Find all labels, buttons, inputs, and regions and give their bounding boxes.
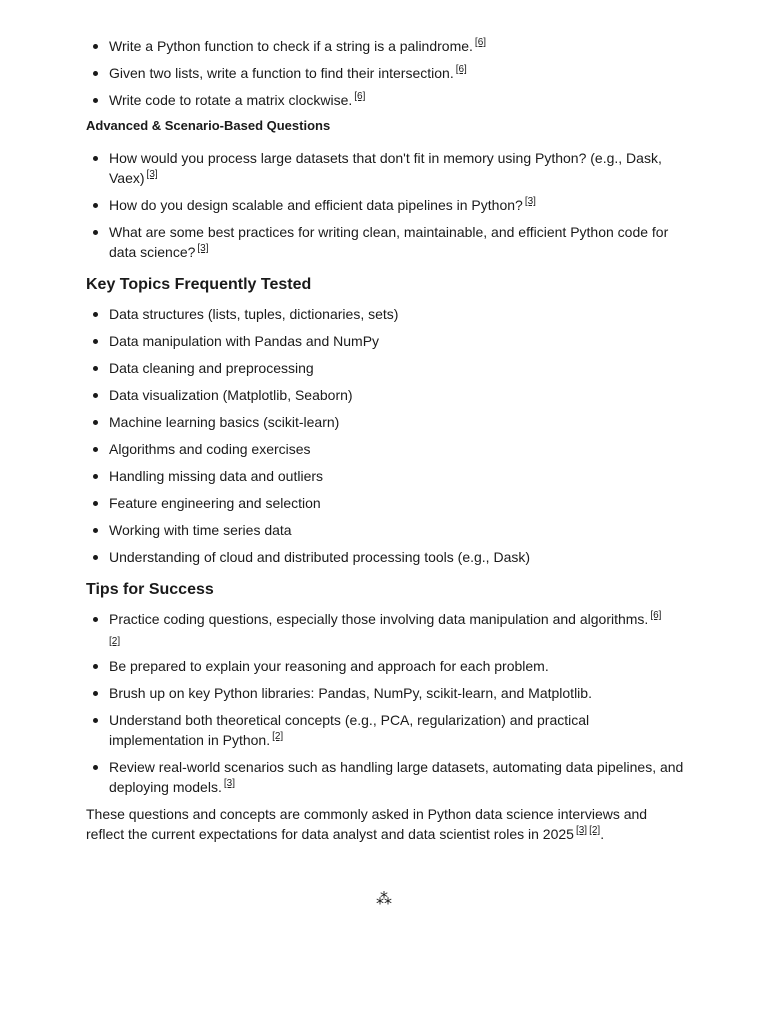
citation-link[interactable]: [3]	[575, 825, 588, 837]
list-item: Data manipulation with Pandas and NumPy	[86, 331, 686, 351]
key-topics-heading: Key Topics Frequently Tested	[86, 276, 312, 293]
list-item: Be prepared to explain your reasoning and approach for each problem.	[86, 656, 686, 676]
citation-link[interactable]: [3]	[146, 169, 158, 181]
list-item: How do you design scalable and efficient data pipelines in Python? [3]	[86, 195, 686, 215]
citation-link[interactable]: [2]	[109, 636, 121, 647]
list-item: Given two lists, write a function to find their intersection. [6]	[86, 63, 686, 83]
list-item: Write code to rotate a matrix clockwise. [6]	[86, 90, 686, 110]
citation-link[interactable]: [6]	[354, 91, 366, 103]
list-item: Handling missing data and outliers	[86, 466, 686, 486]
list-item: Feature engineering and selection	[86, 493, 686, 513]
tips-list	[86, 609, 686, 797]
list-item: Data cleaning and preprocessing	[86, 358, 686, 378]
list-item: Data structures (lists, tuples, dictionaries, sets)	[86, 304, 686, 324]
list-item: What are some best practices for writing clean, maintainable, and efficient Python code for data science? [3]	[86, 222, 686, 262]
list-item: Brush up on key Python libraries: Pandas, NumPy, scikit-learn, and Matplotlib.	[86, 683, 686, 703]
list-item: Machine learning basics (scikit-learn)	[86, 412, 686, 432]
citation-link[interactable]: [3]	[197, 243, 209, 255]
advanced-questions-heading: Advanced & Scenario-Based Questions	[86, 118, 331, 133]
citation-link[interactable]: [3]	[524, 196, 536, 208]
list-item: How would you process large datasets that don't fit in memory using Python? (e.g., Dask, Vaex) [3]	[86, 148, 686, 188]
citation-link[interactable]: [2]	[272, 731, 284, 743]
list-item: Review real-world scenarios such as handling large datasets, automating data pipelines, and deploying models. [3]	[86, 757, 686, 797]
document-body	[86, 36, 686, 844]
list-item: Practice coding questions, especially those involving data manipulation and algorithms. [6] [2]	[86, 609, 686, 649]
citation-link[interactable]: [6]	[455, 64, 467, 76]
list-item: Working with time series data	[86, 520, 686, 540]
list-item: Write a Python function to check if a string is a palindrome. [6]	[86, 36, 686, 56]
citation-link[interactable]: [3]	[223, 778, 235, 790]
citation-link[interactable]: [6]	[650, 610, 662, 622]
list-item: Data visualization (Matplotlib, Seaborn)	[86, 385, 686, 405]
advanced-questions-list	[86, 148, 686, 262]
asterism-divider: ⁂	[376, 891, 392, 908]
list-item: Understand both theoretical concepts (e.g., PCA, regularization) and practical implementation in Python. [2]	[86, 710, 686, 750]
coding-questions-list	[86, 36, 686, 110]
list-item: Understanding of cloud and distributed processing tools (e.g., Dask)	[86, 547, 686, 567]
citation-link[interactable]: [2]	[589, 825, 601, 837]
closing-paragraph: These questions and concepts are commonly asked in Python data science interviews and reflect the current expectations for data analyst and data scientist roles in 2025 [3] [2].	[86, 806, 648, 842]
citation-link[interactable]: [6]	[474, 37, 487, 49]
tips-heading: Tips for Success	[86, 581, 214, 598]
key-topics-list	[86, 304, 686, 567]
list-item: Algorithms and coding exercises	[86, 439, 686, 459]
